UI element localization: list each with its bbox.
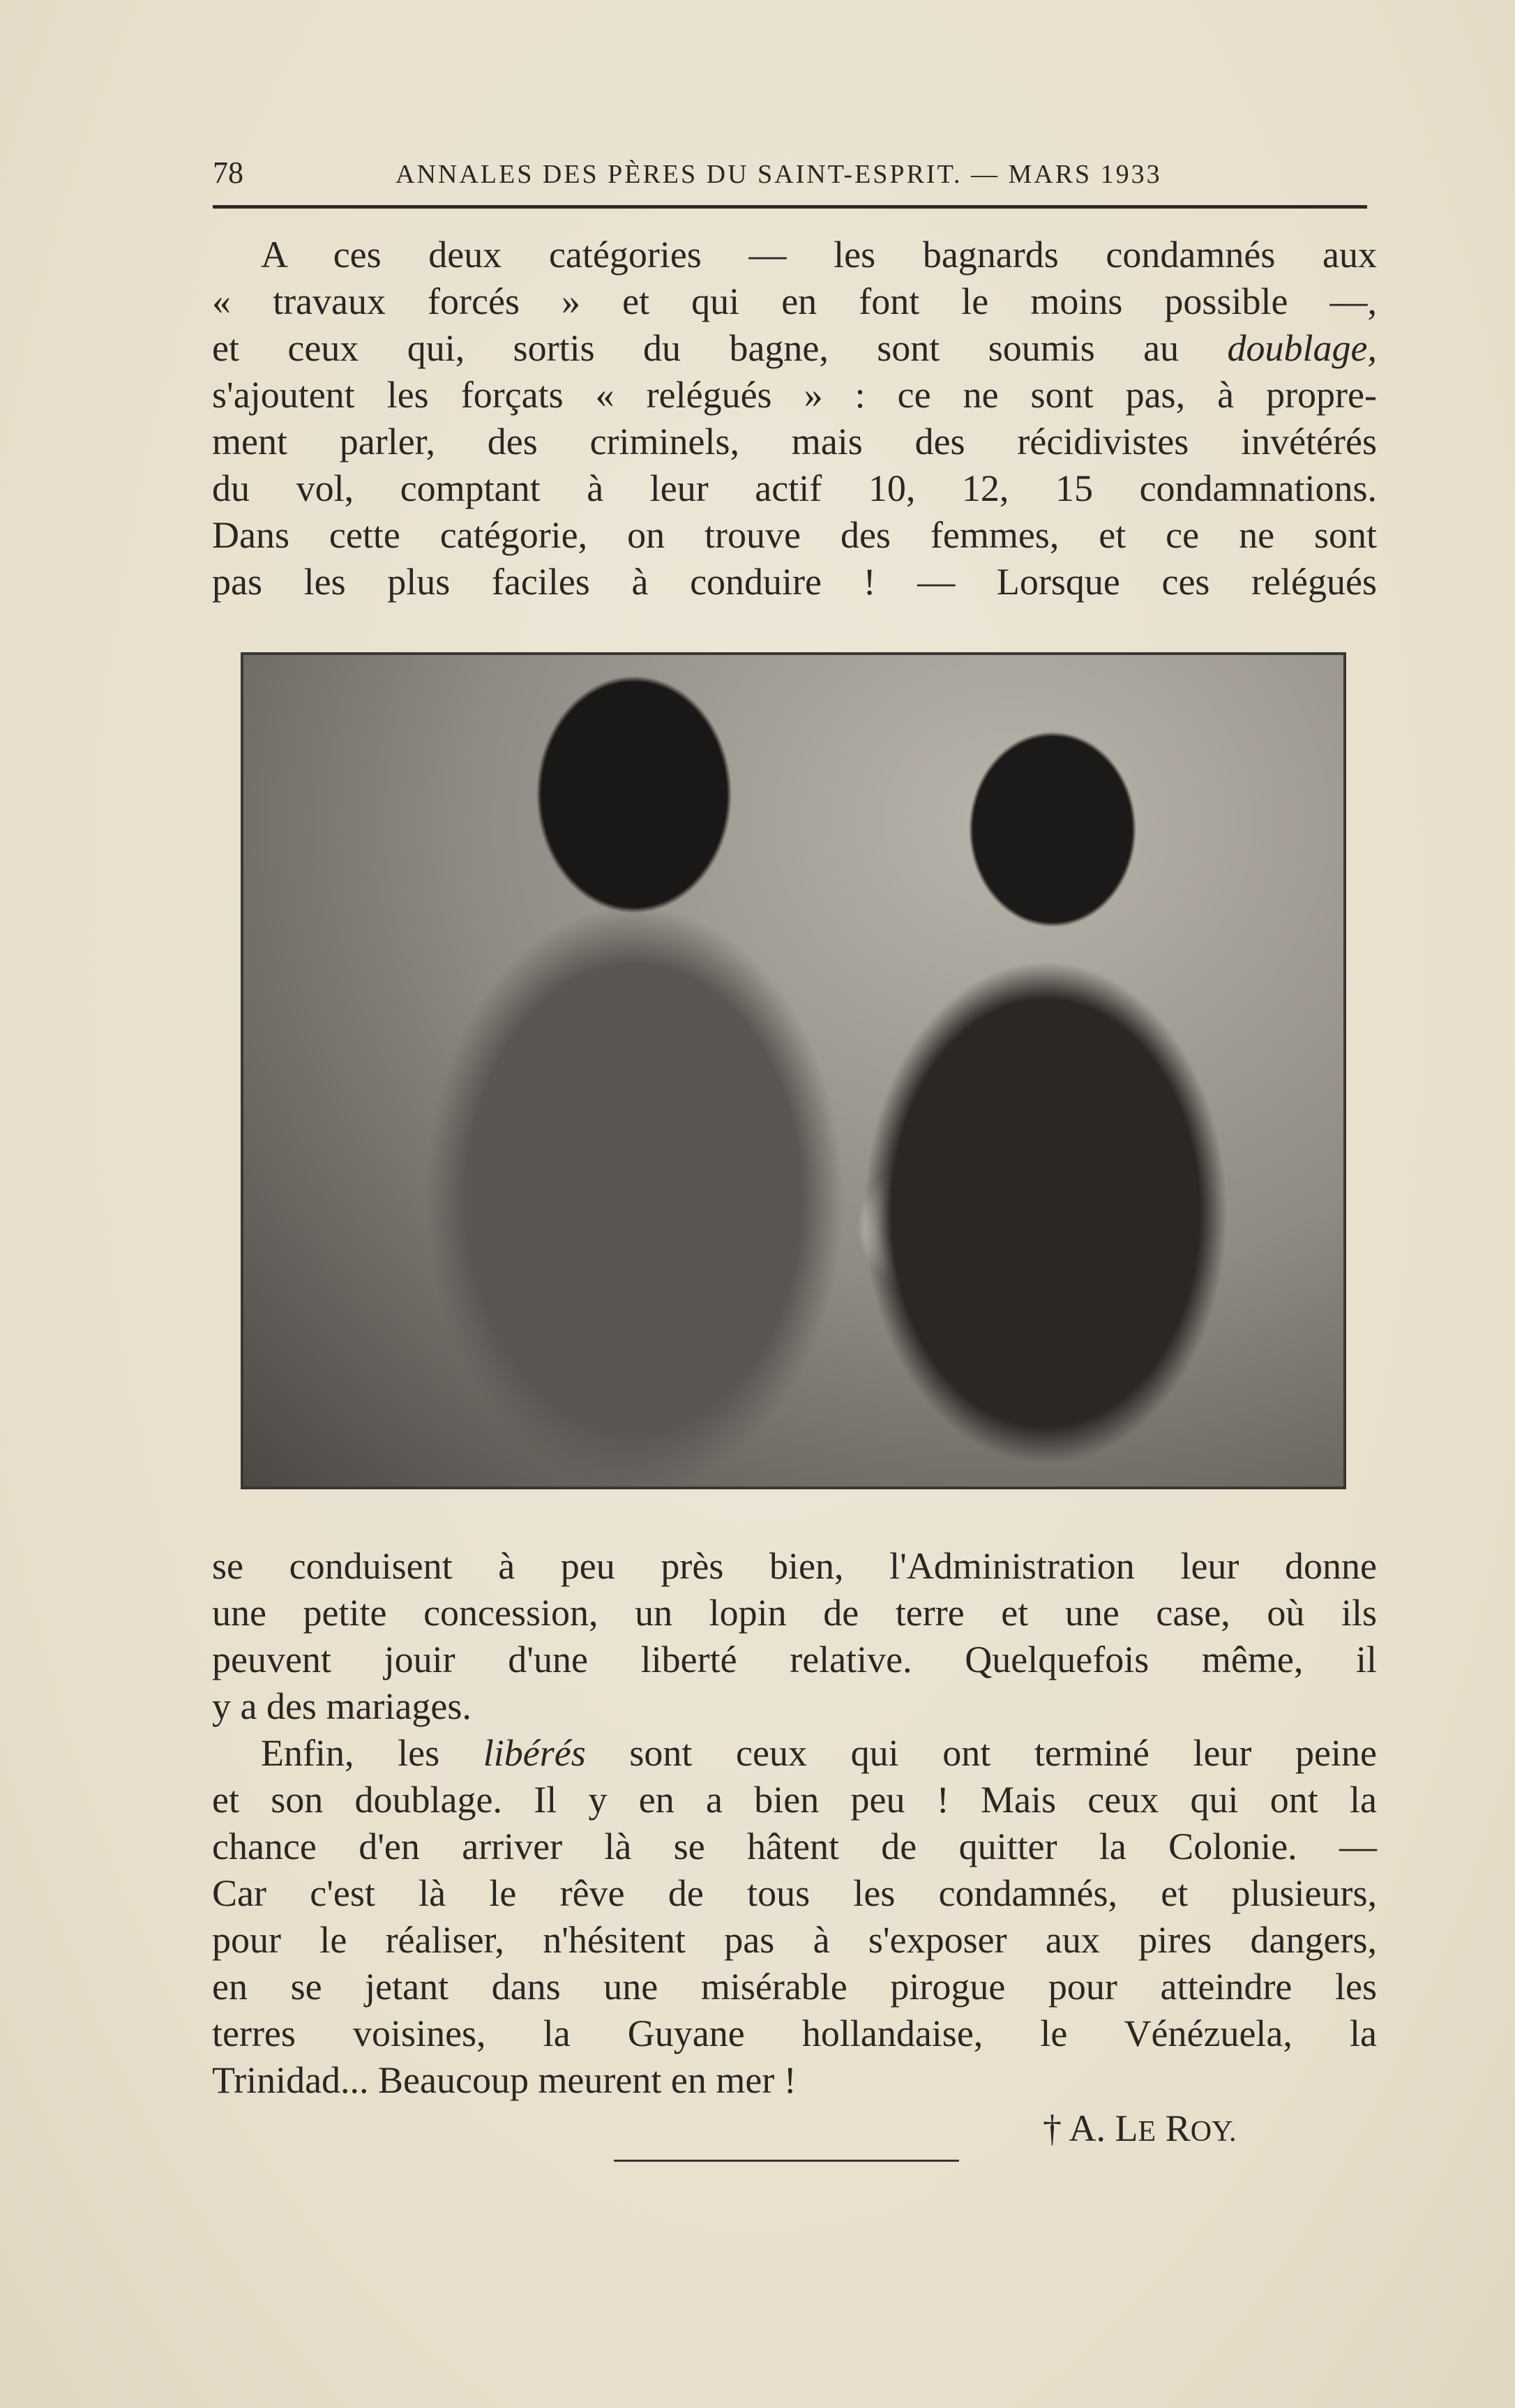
text-span: sont ceux qui ont terminé leur peine: [585, 1732, 1377, 1774]
text-line: Car c'est là le rêve de tous les condamnés, et plusieurs,: [212, 1872, 1377, 1914]
text-line: y a des mariages.: [212, 1685, 472, 1727]
text-line: « travaux forcés » et qui en font le moins possible —,: [212, 280, 1377, 322]
text-line: chance d'en arriver là se hâtent de quitter la Colonie. —: [212, 1826, 1377, 1867]
text-span: Enfin, les: [261, 1732, 483, 1774]
text-line: terres voisines, la Guyane hollandaise, le Vénézuela, la: [212, 2012, 1377, 2054]
text-line: peuvent jouir d'une liberté relative. Quelquefois même, il: [212, 1639, 1377, 1680]
text-line: A ces deux catégories — les bagnards condamnés aux: [261, 234, 1377, 276]
text-line: du vol, comptant à leur actif 10, 12, 15 condamnations.: [212, 467, 1377, 509]
running-title: ANNALES DES PÈRES DU SAINT-ESPRIT. — MARS 1933: [395, 160, 1162, 189]
text-line: pas les plus faciles à conduire ! — Lorsque ces relégués: [212, 561, 1377, 603]
text-line: Dans cette catégorie, on trouve des femmes, et ce ne sont: [212, 514, 1377, 556]
italic-term: doublage,: [1227, 327, 1377, 369]
paragraph-1: [212, 232, 1377, 605]
italic-term: libérés: [483, 1732, 586, 1774]
text-line: pour le réaliser, n'hésitent pas à s'exposer aux pires dangers,: [212, 1919, 1377, 1961]
sig-part: R: [1156, 2107, 1191, 2149]
sig-part: E: [1138, 2116, 1156, 2148]
text-line: une petite concession, un lopin de terre et une case, où ils: [212, 1592, 1377, 1634]
paragraph-2: [212, 1543, 1377, 2104]
text-line: [212, 1730, 1377, 1777]
page-number: 78: [213, 156, 243, 190]
text-line: se conduisent à peu près bien, l'Administration leur donne: [212, 1545, 1377, 1587]
end-rule: [614, 2160, 959, 2162]
text-line: s'ajoutent les forçats « relégués » : ce ne sont pas, à propre-: [212, 374, 1377, 416]
photograph: [241, 652, 1346, 1489]
text-line: ment parler, des criminels, mais des récidivistes invétérés: [212, 421, 1377, 462]
author-signature: [1043, 2107, 1236, 2150]
text-line: et son doublage. Il y en a bien peu ! Mais ceux qui ont la: [212, 1779, 1377, 1821]
text-line: Trinidad... Beaucoup meurent en mer !: [212, 2059, 797, 2101]
header-rule: [213, 205, 1367, 209]
sig-part: OY.: [1190, 2116, 1237, 2148]
text-span: et ceux qui, sortis du bagne, sont soumis au: [212, 327, 1228, 369]
text-line: en se jetant dans une misérable pirogue pour atteindre les: [212, 1966, 1377, 2008]
sig-part: † A. L: [1043, 2107, 1138, 2149]
text-line: [212, 325, 1377, 372]
running-header: [213, 155, 1210, 197]
